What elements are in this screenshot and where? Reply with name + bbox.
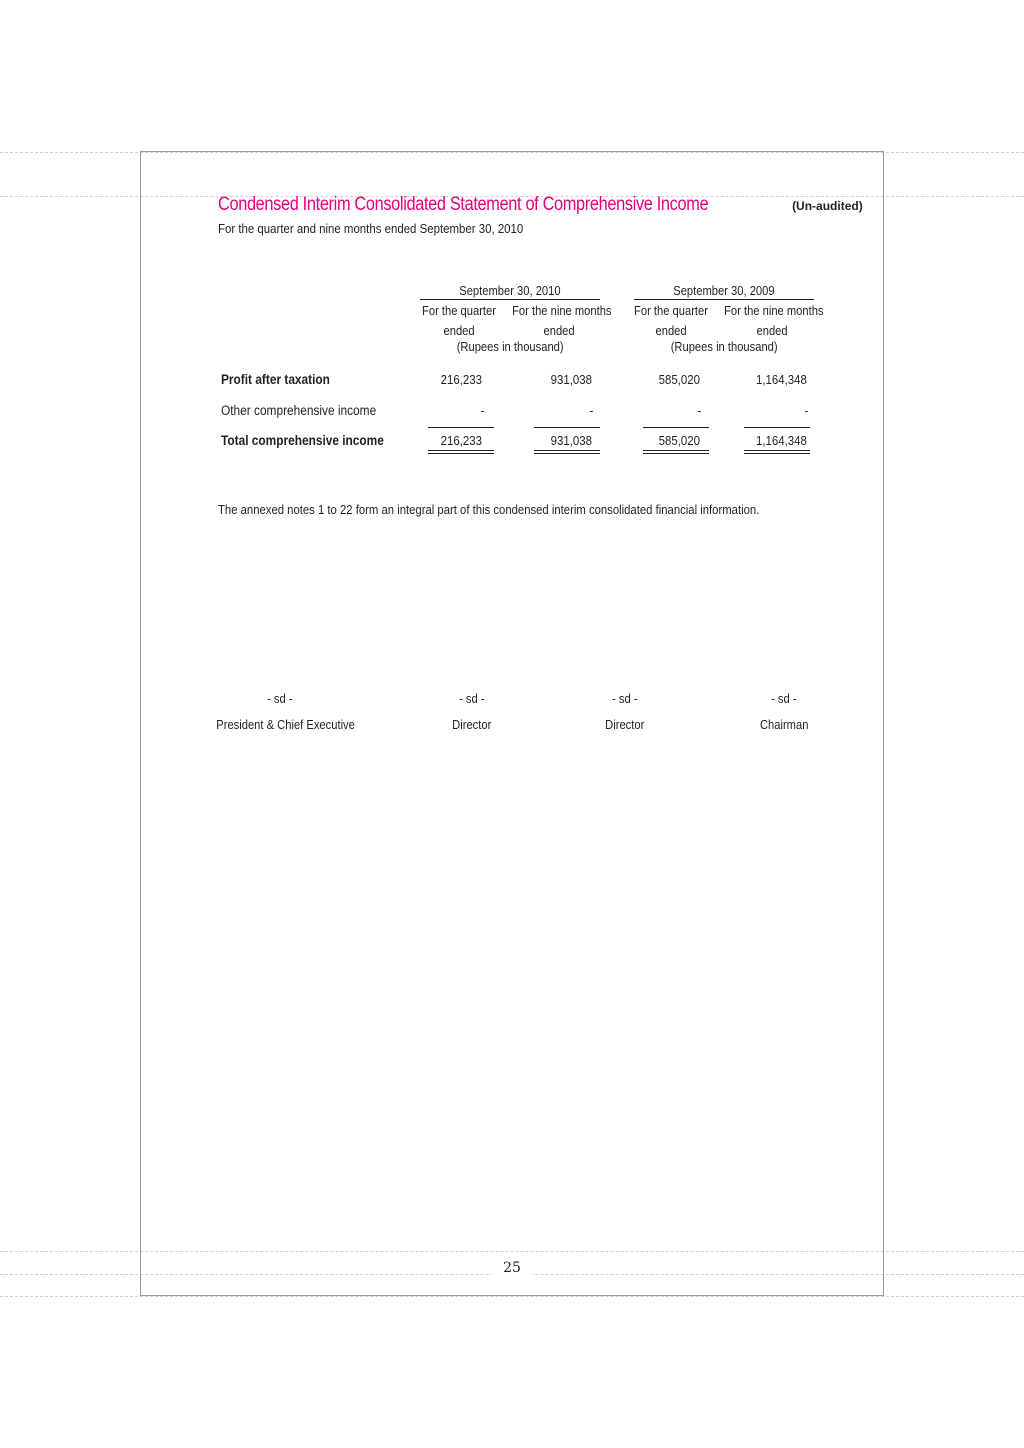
subtotal-rule-1 xyxy=(428,427,494,428)
signature-director-1-role: Director xyxy=(452,717,492,732)
crop-line-bottom-3 xyxy=(0,1296,1024,1297)
signature-chairman-role: Chairman xyxy=(759,717,809,732)
signature-director-2-role: Director xyxy=(605,717,645,732)
row-label-other-comprehensive-income: Other comprehensive income xyxy=(221,403,377,418)
annexed-notes-statement: The annexed notes 1 to 22 form an integral part of this condensed interim consolidated financial information. xyxy=(218,502,760,517)
total-double-rule-3 xyxy=(643,450,709,454)
subtotal-rule-2 xyxy=(534,427,600,428)
period-2009-ninemonths-header: For the nine months xyxy=(724,303,824,318)
statement-heading xyxy=(218,194,863,216)
value-profit-2009-quarter: 585,020 xyxy=(658,372,700,387)
period-2010-date: September 30, 2010 xyxy=(459,283,561,298)
total-double-rule-2 xyxy=(534,450,600,454)
period-2009-unit: (Rupees in thousand) xyxy=(670,339,778,354)
page-number: 25 xyxy=(492,1260,532,1276)
period-2009-rule xyxy=(634,299,814,300)
subtotal-rule-4 xyxy=(744,427,810,428)
subtotal-rule-3 xyxy=(643,427,709,428)
signature-chairman-mark: - sd - xyxy=(771,691,797,706)
value-oci-2010-quarter: - xyxy=(480,403,484,418)
value-total-2010-quarter: 216,233 xyxy=(440,433,482,448)
value-total-2009-ninemonths: 1,164,348 xyxy=(756,433,807,448)
signature-president-mark: - sd - xyxy=(267,691,293,706)
value-oci-2009-ninemonths: - xyxy=(804,403,808,418)
period-2010-rule xyxy=(420,299,600,300)
signature-president-role: President & Chief Executive xyxy=(216,717,355,732)
value-profit-2010-ninemonths: 931,038 xyxy=(550,372,592,387)
row-label-profit-after-taxation: Profit after taxation xyxy=(221,372,330,387)
period-2009-ninemonths-ended: ended xyxy=(756,323,788,338)
statement-title: Condensed Interim Consolidated Statement of Comprehensive Income xyxy=(218,194,709,215)
signature-director-1-mark: - sd - xyxy=(459,691,485,706)
period-2010-quarter-ended: ended xyxy=(443,323,475,338)
value-profit-2009-ninemonths: 1,164,348 xyxy=(756,372,807,387)
signature-director-2-mark: - sd - xyxy=(612,691,638,706)
period-2009-quarter-header: For the quarter xyxy=(634,303,708,318)
statement-subtitle: For the quarter and nine months ended September 30, 2010 xyxy=(218,221,524,236)
period-2010-quarter-header: For the quarter xyxy=(422,303,496,318)
audit-status-tag: (Un-audited) xyxy=(792,199,863,213)
period-2010-unit: (Rupees in thousand) xyxy=(456,339,564,354)
total-double-rule-4 xyxy=(744,450,810,454)
row-label-total-comprehensive-income: Total comprehensive income xyxy=(221,433,384,448)
value-oci-2009-quarter: - xyxy=(697,403,701,418)
total-double-rule-1 xyxy=(428,450,494,454)
period-2009-date: September 30, 2009 xyxy=(673,283,775,298)
period-2010-ninemonths-ended: ended xyxy=(543,323,575,338)
period-2010-ninemonths-header: For the nine months xyxy=(512,303,612,318)
value-oci-2010-ninemonths: - xyxy=(589,403,593,418)
period-2009-quarter-ended: ended xyxy=(655,323,687,338)
value-total-2009-quarter: 585,020 xyxy=(658,433,700,448)
value-total-2010-ninemonths: 931,038 xyxy=(550,433,592,448)
value-profit-2010-quarter: 216,233 xyxy=(440,372,482,387)
